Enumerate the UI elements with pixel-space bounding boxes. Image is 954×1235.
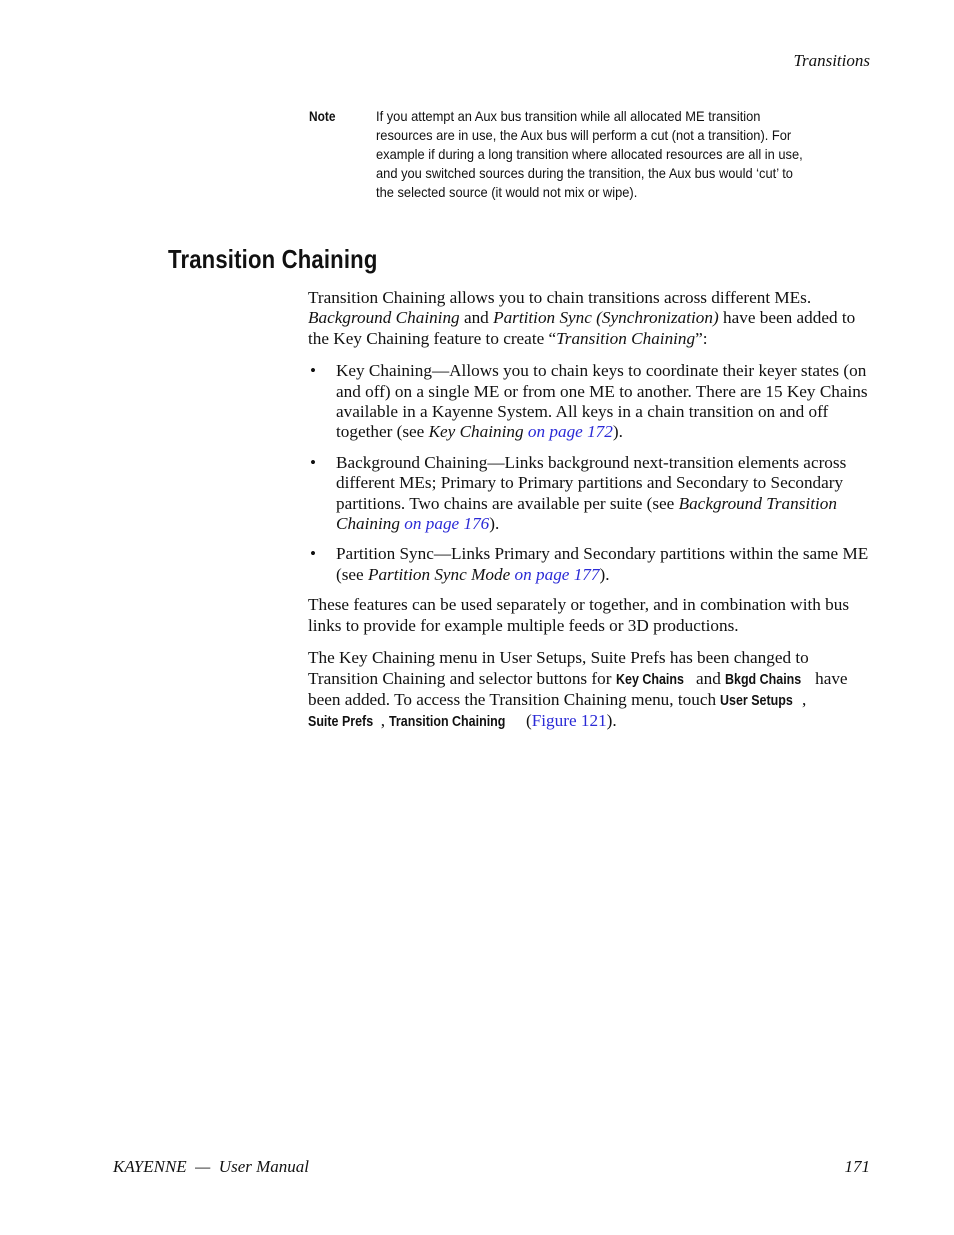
list-item-text: Background Chaining—Links background next-transition elements across different MEs; Primary to Primary partitions and Secondary to Secondary partitions. Two chains are available per suite (see: [336, 452, 847, 513]
menu-paragraph: [308, 648, 870, 733]
running-header: Transitions: [793, 51, 870, 70]
list-item-text: Partition Sync—Links Primary and Secondary partitions within the same ME (see: [336, 544, 869, 584]
user-setups-label: User Setups: [720, 692, 794, 709]
page-number: 171: [844, 1157, 870, 1176]
intro-text-4: ”:: [695, 328, 708, 348]
list-item-ref: Key Chaining: [428, 422, 524, 442]
footer-title: KAYENNE — User Manual: [113, 1157, 309, 1176]
intro-ref-partition-sync: Partition Sync (Synchronization): [493, 308, 719, 328]
section-heading: Transition Chaining: [168, 244, 378, 274]
bullet-icon: •: [310, 544, 317, 564]
intro-text-3: have been added to the Key Chaining feature to create “: [308, 308, 856, 348]
intro-text-1: Transition Chaining allows you to chain transitions across different MEs.: [308, 288, 812, 307]
note-text: If you attempt an Aux bus transition while all allocated ME transition resources are in use, the Aux bus will perform a cut (not a transition). For example if during a long transition where allocated resources are all in use, and you switched sources during the transition, the Aux bus would ‘cut’ to the selected source (it would not mix or wipe).: [376, 108, 803, 200]
menu-text-2: and: [691, 668, 726, 688]
list-item: [308, 361, 870, 443]
page-link-172[interactable]: on page 172: [527, 422, 613, 442]
menu-comma-1: ,: [801, 689, 807, 709]
menu-text-7: ).: [606, 711, 617, 731]
feature-list: [308, 361, 870, 585]
figure-121-link[interactable]: Figure 121: [531, 711, 607, 731]
menu-text-6: (: [521, 711, 532, 731]
list-item-end: ).: [612, 422, 623, 442]
list-item-ref: Background Transition Chaining: [336, 493, 837, 534]
list-item: [308, 544, 870, 585]
list-item: [308, 453, 870, 535]
key-chains-button-label: Key Chains: [615, 671, 684, 688]
suite-prefs-label: Suite Prefs: [308, 714, 374, 731]
intro-text-2: and: [459, 308, 494, 328]
note-label: Note: [309, 108, 336, 124]
list-item-text: Key Chaining—Allows you to chain keys to coordinate their keyer states (on and off) on a single ME or from one ME to another. There are 15 Key Chains available in a Kayenne System. All keys in a chain transition on and off together (see: [336, 361, 868, 442]
intro-ref-transition-chaining: Transition Chaining: [556, 328, 696, 348]
bullet-icon: •: [310, 361, 317, 381]
menu-text-3: have been added. To access the Transition Chaining menu, touch: [308, 668, 848, 709]
body-column: [308, 288, 870, 745]
transition-chaining-label: Transition Chaining: [389, 714, 506, 731]
page-link-176[interactable]: on page 176: [404, 514, 490, 534]
menu-comma-2: ,: [380, 711, 390, 731]
page-link-177[interactable]: on page 177: [514, 564, 600, 584]
list-item-ref: Partition Sync Mode: [367, 564, 511, 584]
bullet-icon: •: [310, 452, 317, 472]
intro-ref-background-chaining: Background Chaining: [308, 308, 460, 328]
features-paragraph: These features can be used separately or together, and in combination with bus links to provide for example multiple feeds or 3D productions.: [308, 595, 850, 635]
list-item-end: ).: [599, 564, 610, 584]
bkgd-chains-button-label: Bkgd Chains: [725, 671, 802, 688]
menu-text-1: The Key Chaining menu in User Setups, Suite Prefs has been changed to Transition Chaining and selector buttons for: [308, 648, 809, 688]
intro-paragraph: [308, 288, 870, 349]
list-item-end: ).: [489, 514, 500, 534]
note-block: [309, 107, 869, 202]
